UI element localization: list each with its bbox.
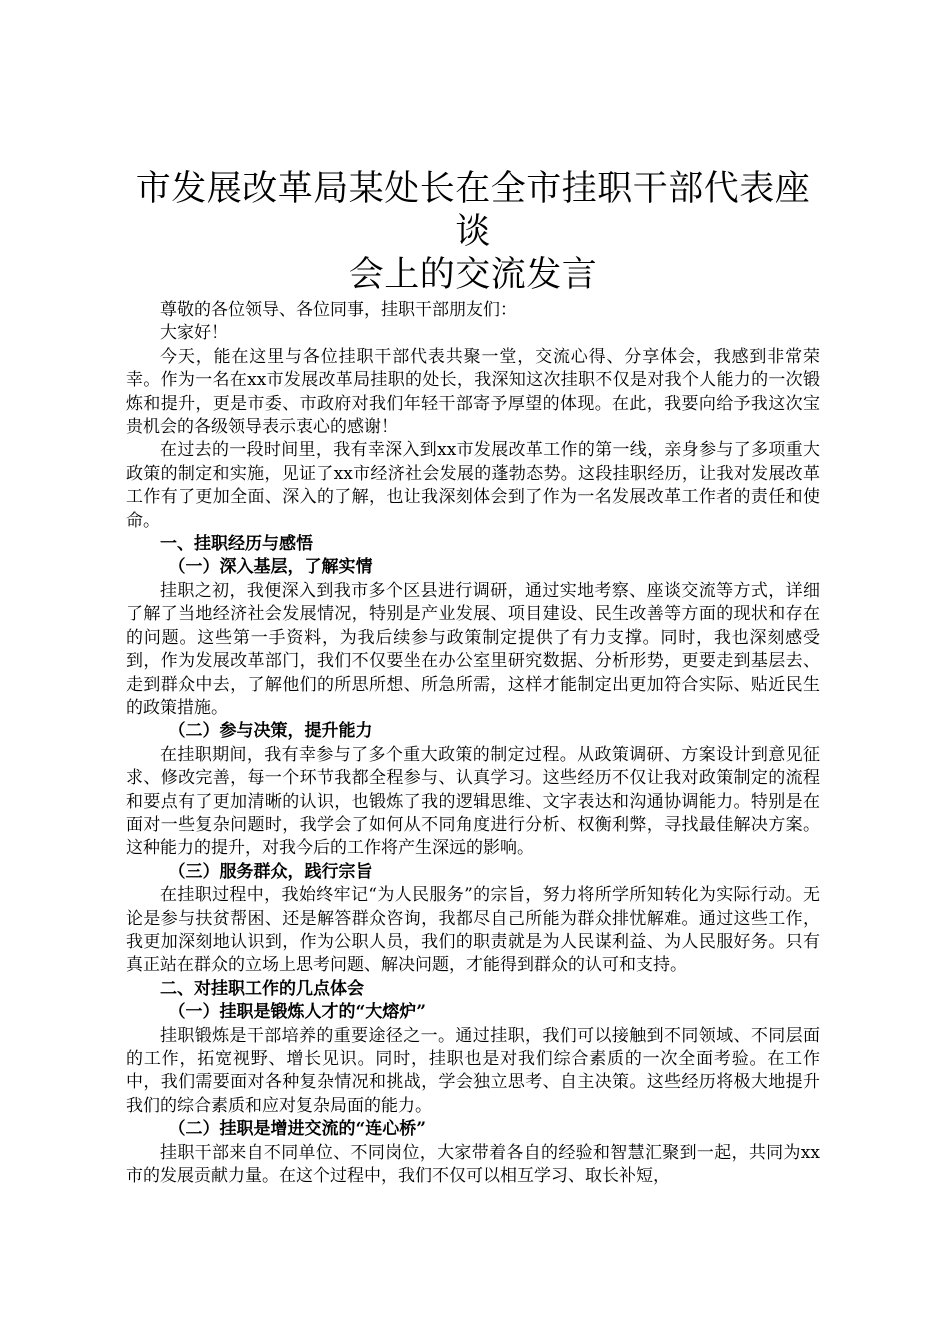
- title-line-1: 市发展改革局某处长在全市挂职干部代表座谈: [135, 169, 811, 252]
- body-paragraph: 挂职之初，我便深入到我市多个区县进行调研，通过实地考察、座谈交流等方式，详细了解了当地经济社会发展情况，特别是产业发展、项目建设、民生改善等方面的现状和存在的问题。这些第一手资料，为我后续参与政策制定提供了有力支撑。同时，我也深刻感受到，作为发展改革部门，我们不仅要坐在办公室里研究数据、分析形势，更要走到基层去、走到群众中去，了解他们的所思所想、所急所需，这样才能制定出更加符合实际、贴近民生的政策措施。: [126, 580, 820, 718]
- body-paragraph: 在挂职过程中，我始终牢记“为人民服务”的宗旨，努力将所学所知转化为实际行动。无论是参与扶贫帮困、还是解答群众咨询，我都尽自己所能为群众排忧解难。通过这些工作，我更加深刻地认识到，作为公职人员，我们的职责就是为人民谋利益、为人民服好务。只有真正站在群众的立场上思考问题、解决问题，才能得到群众的认可和支持。: [126, 885, 820, 976]
- body-paragraph: 在挂职期间，我有幸参与了多个重大政策的制定过程。从政策调研、方案设计到意见征求、修改完善，每一个环节我都全程参与、认真学习。这些经历不仅让我对政策制定的流程和要点有了更加清晰的认识，也锻炼了我的逻辑思维、文字表达和沟通协调能力。特别是在面对一些复杂问题时，我学会了如何从不同角度进行分析、权衡利弊，寻找最佳解决方案。这种能力的提升，对我今后的工作将产生深远的影响。: [126, 744, 820, 859]
- body-paragraph: 挂职锻炼是干部培养的重要途径之一。通过挂职，我们可以接触到不同领域、不同层面的工作，拓宽视野、增长见识。同时，挂职也是对我们综合素质的一次全面考验。在工作中，我们需要面对各种复杂情况和挑战，学会独立思考、自主决策。这些经历将极大地提升我们的综合素质和应对复杂局面的能力。: [126, 1025, 820, 1116]
- intro-paragraph: 今天，能在这里与各位挂职干部代表共聚一堂，交流心得、分享体会，我感到非常荣幸。作为一名在xx市发展改革局挂职的处长，我深知这次挂职不仅是对我个人能力的一次锻炼和提升，更是市委、市政府对我们年轻干部寄予厚望的体现。在此，我要向给予我这次宝贵机会的各级领导表示衷心的感谢！: [126, 346, 820, 438]
- greeting: 大家好！: [160, 323, 228, 344]
- body-paragraph: 挂职干部来自不同单位、不同岗位，大家带着各自的经验和智慧汇聚到一起，共同为xx市的发展贡献力量。在这个过程中，我们不仅可以相互学习、取长补短，: [126, 1142, 820, 1187]
- section-heading: 二、对挂职工作的几点体会: [160, 978, 364, 999]
- subsection-heading: （一）挂职是锻炼人才的“大熔炉”: [168, 1002, 427, 1023]
- intro-paragraph: 在过去的一段时间里，我有幸深入到xx市发展改革工作的第一线，亲身参与了多项重大政策的制定和实施，见证了xx市经济社会发展的蓬勃态势。这段挂职经历，让我对发展改革工作有了更加全面、深入的了解，也让我深刻体会到了作为一名发展改革工作者的责任和使命。: [126, 440, 820, 531]
- section-heading: 一、挂职经历与感悟: [160, 534, 313, 555]
- subsection-heading: （二）挂职是增进交流的“连心桥”: [168, 1119, 427, 1140]
- subsection-heading: （一）深入基层，了解实情: [168, 557, 373, 578]
- subsection-heading: （二）参与决策，提升能力: [168, 721, 373, 742]
- document-title: [126, 168, 820, 297]
- subsection-heading: （三）服务群众，践行宗旨: [168, 861, 373, 882]
- title-line-2: 会上的交流发言: [348, 255, 598, 295]
- document-page: [126, 168, 820, 1188]
- salutation: 尊敬的各位领导、各位同事，挂职干部朋友们：: [160, 300, 517, 320]
